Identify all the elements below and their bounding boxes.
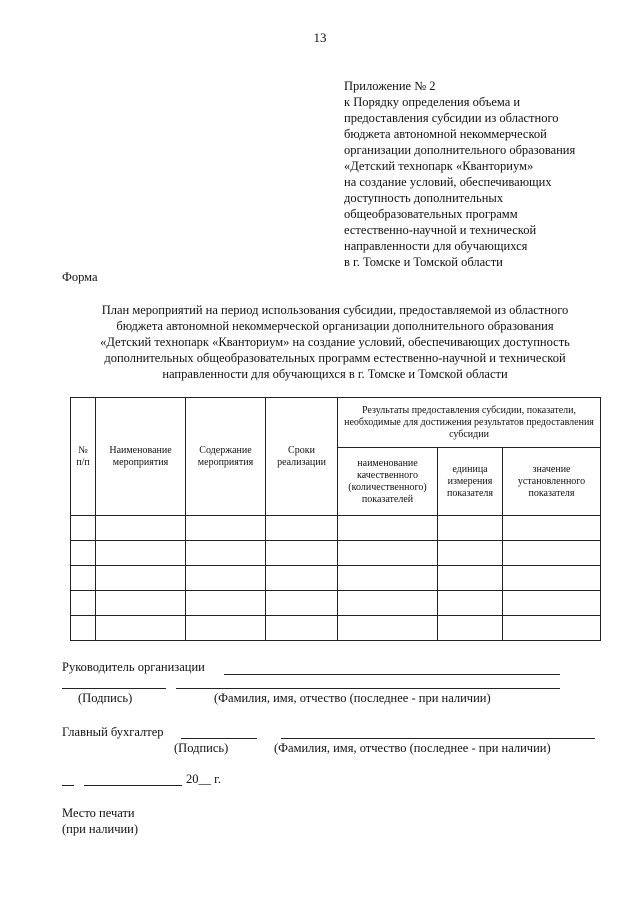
head-fio-blank [176,688,560,689]
table-row [71,541,601,566]
fio-caption: (Фамилия, имя, отчество (последнее - при наличии) [274,741,551,755]
table-row [71,616,601,641]
page-number: 13 [313,30,327,45]
appendix-line: общеобразовательных программ [344,207,518,221]
title-line: «Детский технопарк «Кванториум» на создание условий, обеспечивающих доступность [100,335,570,349]
date-year: 20__ г. [186,772,221,786]
title-line: бюджета автономной некоммерческой организации дополнительного образования [116,319,554,333]
appendix-header [344,78,634,270]
appendix-line: предоставления субсидии из областного [344,111,559,125]
table-row [71,566,601,591]
title-line: дополнительных общеобразовательных программ естественно-научной и технической [104,351,566,365]
stamp-label: Место печати [62,806,135,820]
head-label: Руководитель организации [62,660,205,674]
appendix-line: естественно-научной и технической [344,223,537,237]
appendix-line: к Порядку определения объема и [344,95,521,109]
appendix-line: в г. Томске и Томской области [344,255,503,269]
signature-caption: (Подпись) [174,741,229,755]
table-row [71,516,601,541]
stamp-note: (при наличии) [62,822,139,836]
form-label: Форма [62,270,98,284]
appendix-line: доступность дополнительных [344,191,504,205]
accountant-label: Главный бухгалтер [62,725,164,739]
appendix-line: организации дополнительного образования [344,143,576,157]
header-results: Результаты предоставления субсидии, показатели, необходимые для достижения результатов предоставления субсидии [338,398,601,448]
appendix-line: «Детский технопарк «Кванториум» [344,159,534,173]
header-quality-indicator: наименование качественного (количественного) показателей [338,448,438,516]
appendix-line: направленности для обучающихся [344,239,528,253]
appendix-line: на создание условий, обеспечивающих [344,175,552,189]
header-number: № п/п [71,398,96,516]
head-signature-line [224,674,560,675]
plan-table [70,397,601,641]
date-day-blank [62,785,74,786]
signature-caption: (Подпись) [78,691,133,705]
accountant-fio-blank [281,738,595,739]
appendix-line: бюджета автономной некоммерческой [344,127,547,141]
head-signature-blank [62,688,166,689]
date-month-blank [84,785,182,786]
plan-title [40,302,630,382]
header-unit: единица измерения показателя [438,448,503,516]
header-value: значение установленного показателя [503,448,601,516]
title-line: направленности для обучающихся в г. Томске и Томской области [162,367,508,381]
appendix-line: Приложение № 2 [344,79,436,93]
header-name: Наименование мероприятия [96,398,186,516]
header-content: Содержание мероприятия [186,398,266,516]
fio-caption: (Фамилия, имя, отчество (последнее - при наличии) [214,691,491,705]
header-terms: Сроки реализации [266,398,338,516]
title-line: План мероприятий на период использования субсидии, предоставляемой из областного [101,303,569,317]
accountant-signature-blank [181,738,257,739]
table-row [71,591,601,616]
